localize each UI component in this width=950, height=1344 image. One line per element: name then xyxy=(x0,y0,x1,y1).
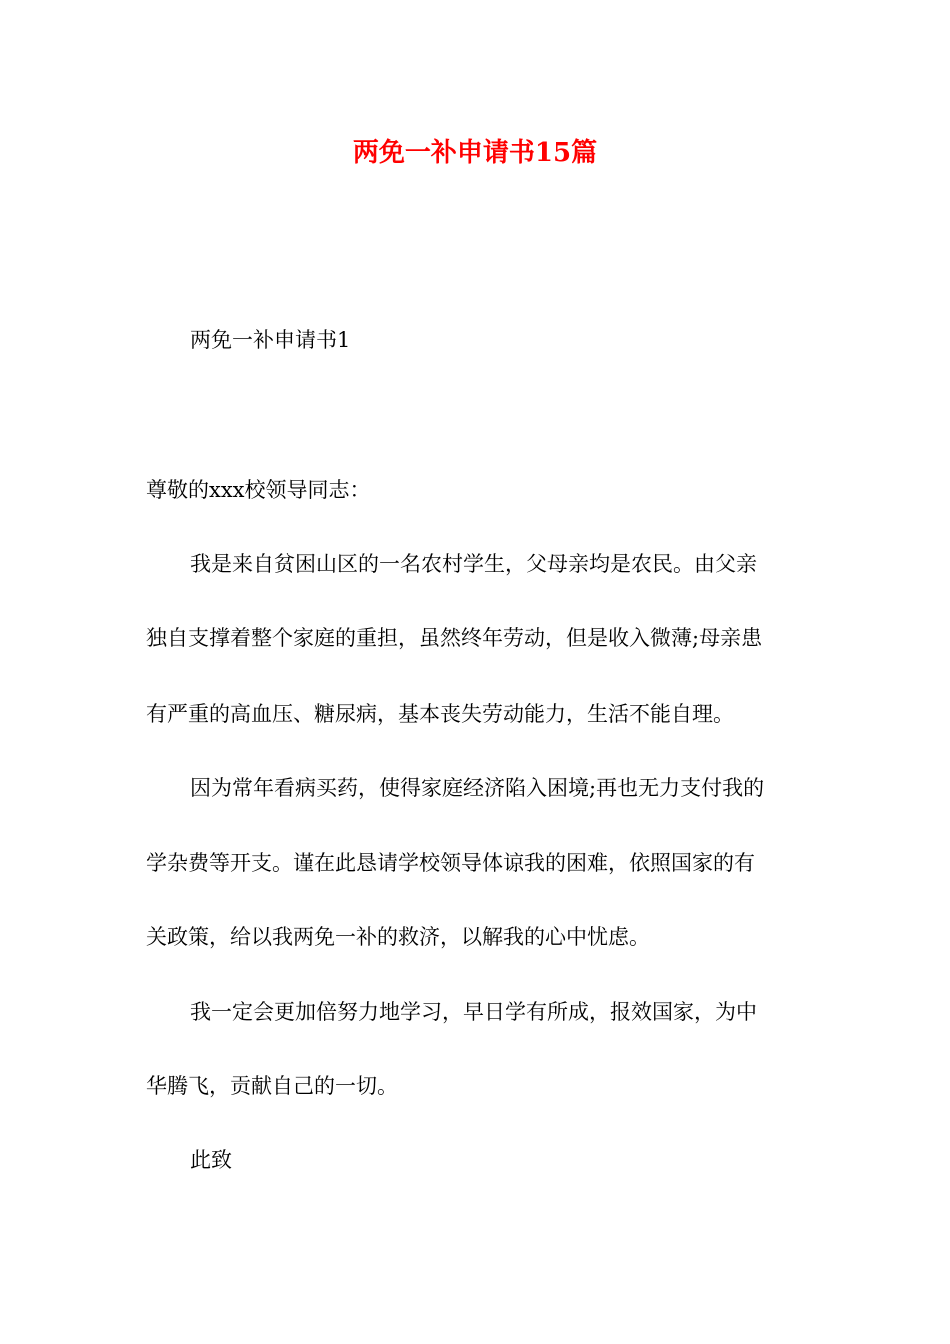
section-heading: 两免一补申请书1 xyxy=(190,328,351,352)
paragraph-1-line-1: 我是来自贫困山区的一名农村学生，父母亲均是农民。由父亲 xyxy=(190,552,757,576)
document-title: 两免一补申请书15篇 xyxy=(352,138,598,168)
closing: 此致 xyxy=(190,1148,232,1172)
salutation: 尊敬的xxx校领导同志： xyxy=(146,478,371,502)
paragraph-3-line-1: 我一定会更加倍努力地学习，早日学有所成，报效国家，为中 xyxy=(190,1000,757,1024)
paragraph-1-line-2: 独自支撑着整个家庭的重担，虽然终年劳动，但是收入微薄;母亲患 xyxy=(146,626,763,650)
paragraph-2-line-3: 关政策，给以我两免一补的救济，以解我的心中忧虑。 xyxy=(146,925,650,949)
paragraph-1-line-3: 有严重的高血压、糖尿病，基本丧失劳动能力，生活不能自理。 xyxy=(146,702,734,726)
paragraph-2-line-1: 因为常年看病买药，使得家庭经济陷入困境;再也无力支付我的 xyxy=(190,776,765,800)
paragraph-2-line-2: 学杂费等开支。谨在此恳请学校领导体谅我的困难，依照国家的有 xyxy=(146,851,755,875)
paragraph-3-line-2: 华腾飞，贡献自己的一切。 xyxy=(146,1074,398,1098)
